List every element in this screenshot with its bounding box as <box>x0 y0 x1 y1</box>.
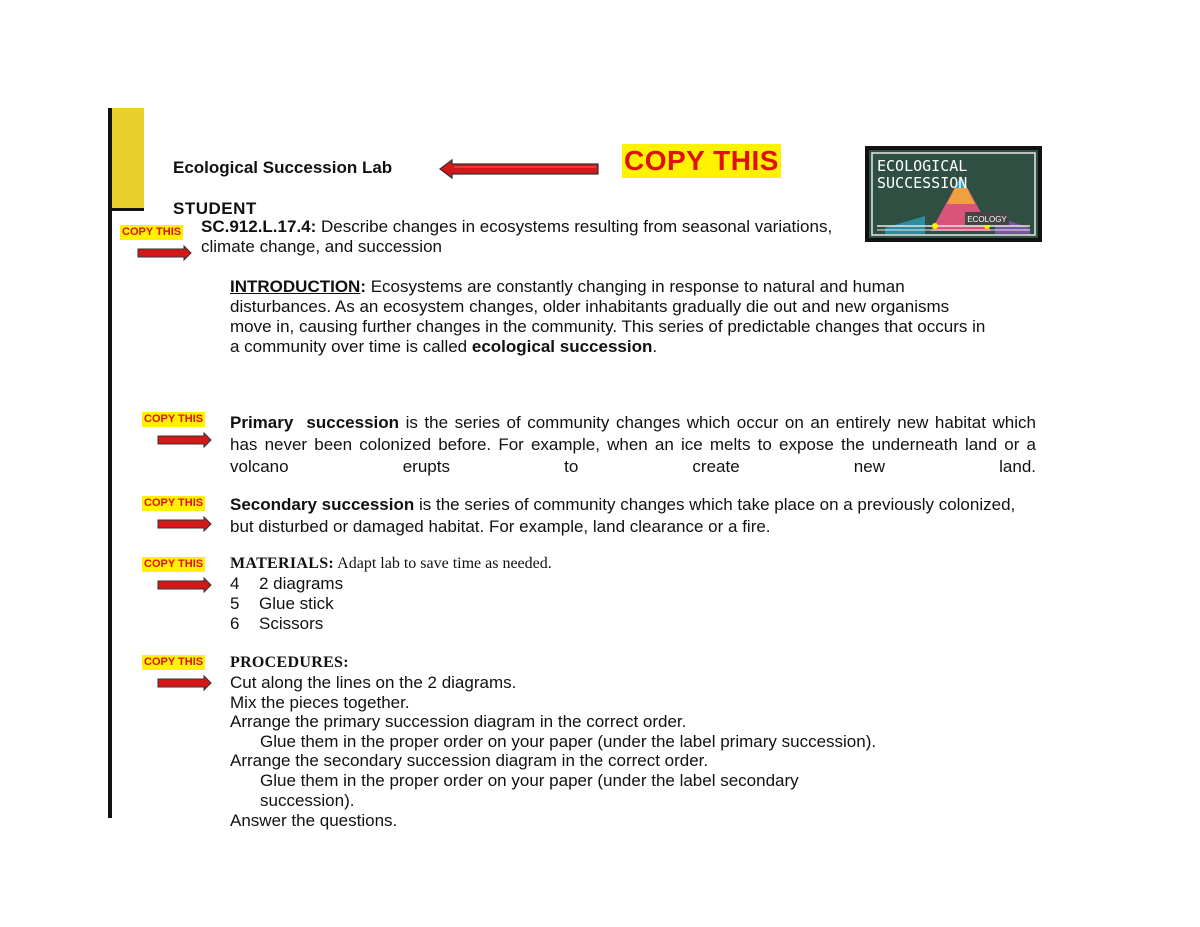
materials-heading-line <box>230 555 552 573</box>
introduction-paragraph <box>230 277 990 357</box>
copy-this-label: COPY THIS <box>144 497 204 509</box>
materials-heading: MATERIALS: <box>230 555 335 572</box>
copy-this-label: COPY THIS <box>144 413 204 425</box>
document-title: Ecological Succession Lab <box>173 158 393 177</box>
materials-note: Adapt lab to save time as needed. <box>334 555 552 572</box>
procedure-step: Glue them in the proper order on your paper (under the label primary succession). <box>260 731 877 751</box>
primary-succession-text: is the series of community changes which occur on an entirely new habitat which has never been colonized before. For example, when an ice melts to expose the underneath land or a volcano erupts to create new land. <box>230 413 1036 476</box>
introduction-colon: : <box>360 277 366 296</box>
ecological-succession-image <box>865 146 1042 242</box>
right-arrow-icon <box>158 578 212 592</box>
list-item-number: 5 <box>230 594 240 613</box>
list-item-text: Scissors <box>259 614 324 633</box>
ecology-badge: ECOLOGY <box>967 215 1007 224</box>
list-item-text: Glue stick <box>259 594 334 613</box>
right-arrow-icon <box>158 676 212 690</box>
introduction-end: . <box>652 337 658 356</box>
copy-this-label: COPY THIS <box>144 656 204 668</box>
secondary-succession-text: is the series of community changes which take place on a previously colonized, but disturbed or damaged habitat. For example, land clearance or a fire. <box>230 495 1016 536</box>
procedure-step: Arrange the primary succession diagram in the correct order. <box>230 712 687 732</box>
right-arrow-icon <box>138 246 192 260</box>
introduction-text: Ecosystems are constantly changing in response to natural and human disturbances. As an ecosystem changes, older inhabitants gradually die out and new organisms move in, causing further changes in the community. This series of predictable changes that occurs in a community over time is called <box>230 277 986 356</box>
primary-succession-paragraph <box>230 412 1036 478</box>
list-item-text: 2 diagrams <box>259 574 344 593</box>
procedure-step: Cut along the lines on the 2 diagrams. <box>230 673 517 692</box>
copy-this-label: COPY THIS <box>144 558 204 570</box>
procedure-step: Glue them in the proper order on your paper (under the label secondary succession). <box>260 770 799 810</box>
materials-list <box>230 574 343 634</box>
left-arrow-icon <box>440 159 600 179</box>
procedures-heading: PROCEDURES: <box>230 654 349 671</box>
list-item-number: 6 <box>230 614 240 633</box>
copy-this-label: COPY THIS <box>122 226 182 238</box>
list-item <box>230 594 343 614</box>
list-item <box>230 614 343 634</box>
image-title-line-2: SUCCESSION <box>877 174 968 192</box>
left-border-line <box>108 108 112 818</box>
secondary-succession-paragraph <box>230 494 1040 538</box>
right-arrow-icon <box>158 517 212 531</box>
accent-divider <box>112 208 144 211</box>
standard-code: SC.912.L.17.4: <box>201 217 317 236</box>
procedure-step: Arrange the secondary succession diagram in the correct order. <box>230 751 709 771</box>
yellow-accent-bar <box>112 108 144 208</box>
right-arrow-icon <box>158 433 212 447</box>
list-item <box>230 574 343 594</box>
procedure-step-cutoff: Answer the questions. <box>230 811 398 830</box>
introduction-bold-term: ecological succession <box>471 337 653 356</box>
introduction-heading: INTRODUCTION <box>230 277 361 296</box>
list-item-number: 4 <box>230 574 240 593</box>
procedure-step: Mix the pieces together. <box>230 692 410 712</box>
primary-succession-term: Primary succession <box>230 413 400 432</box>
standard-text <box>201 217 861 257</box>
secondary-succession-term: Secondary succession <box>230 495 415 514</box>
image-title-line-1: ECOLOGICAL <box>877 157 968 175</box>
procedures-list <box>230 673 990 810</box>
copy-this-banner: COPY THIS <box>624 145 779 176</box>
student-label: STUDENT <box>173 199 257 218</box>
standard-description: Describe changes in ecosystems resulting from seasonal variations, climate change, and succession <box>201 217 833 256</box>
